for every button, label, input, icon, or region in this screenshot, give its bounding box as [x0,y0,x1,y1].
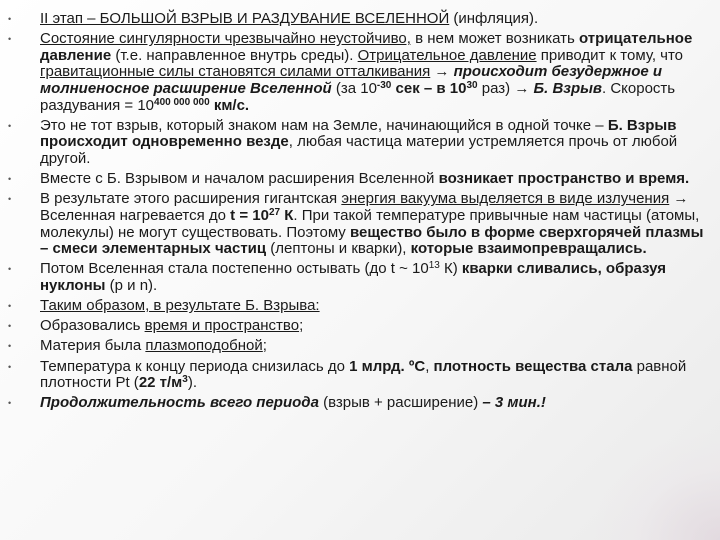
bullet-icon: • [8,174,12,185]
text-run: приводит к тому, что [536,46,684,64]
superscript: 3 [182,374,188,386]
text-run: К) [439,260,462,278]
text-run: → [430,63,454,81]
bullet-icon: • [8,120,12,131]
bullet-icon: • [8,398,12,409]
list-item [8,171,712,188]
bullet-icon: • [8,321,12,332]
text-run: . Скорость раздувания = 10 [40,79,676,114]
text-run: которые взаимопревращались. [410,240,647,258]
text-run: . При такой температуре привычные нам частицы (атомы, молекулы) не могут существовать. Поэтому [40,206,700,241]
text-run: (взрыв + расширение) [318,394,483,412]
superscript: 400 000 000 [154,96,210,108]
text-run: ). [187,374,198,392]
bullet-icon: • [8,264,12,275]
text-run: Это не тот взрыв, который знаком нам на Земле, начинающийся в одной точке – [40,116,608,134]
text-run: (лептоны и кварки), [266,240,411,258]
text-run: вещество было в форме сверхгорячей плазмы – смеси элементарных частиц [40,223,704,258]
corner-decoration [590,430,720,540]
text-run: Б. Взрыв [533,79,602,97]
text-run: возникает пространство и время. [438,170,690,188]
list-item [8,395,712,412]
superscript: 27 [268,206,281,218]
text-run: Материя была [40,337,146,355]
text-run: 22 т/м [138,374,183,392]
text-run: t = 10 [230,206,269,224]
text-run: (т.е. направленное внутрь среды). [111,46,358,64]
bullet-list [8,11,712,416]
text-run: (инфляция). [449,10,539,27]
text-run: Б. Взрыв происходит одновременно везде [40,116,677,151]
text-run: , любая частица материи устремляется прочь от любой другой. [40,133,678,167]
text-run: Таким образом, в результате Б. Взрыва: [40,297,320,315]
text-run: Потом Вселенная стала постепенно остывать (до t ~ 10 [40,260,429,278]
text-run: 1 млрд. ºС [349,357,426,375]
text-run: энергия вакуума выделяется в виде излучения [341,190,670,208]
text-run: ; [299,317,304,335]
text-run: отрицательное давление [40,30,693,64]
bullet-icon: • [8,361,12,372]
text-run: раз) → [477,79,534,97]
list-item [8,191,712,257]
text-run: гравитационные силы становятся силами отталкивания [40,63,431,81]
list-item [8,11,712,28]
text-run: Температура к концу периода снизилась до [40,357,350,375]
text-run: сек – в 10 [391,79,467,97]
text-run: в нем может возникать [410,30,580,48]
text-run: равной плотности Pt ( [40,357,687,392]
text-run: кварки сливались, образуя нуклоны [40,260,667,294]
text-run: плазмоподобной [145,337,263,355]
superscript: 30 [466,79,478,91]
bullet-icon: • [8,194,12,205]
text-run: К [280,206,294,224]
list-item [8,338,712,355]
list-item [8,318,712,335]
list-item [8,359,712,392]
text-run: ; [262,337,267,355]
list-item [8,118,712,168]
text-run: Состояние сингулярности чрезвычайно неустойчиво, [40,30,411,48]
stage-heading: II этап – БОЛЬШОЙ ВЗРЫВ И РАЗДУВАНИЕ ВСЕЛЕННОЙ [40,10,450,27]
superscript: -30 [376,79,392,91]
text-run: время и пространство [144,317,300,335]
text-run: – 3 мин.! [482,394,546,412]
text-run: Продолжительность всего периода [40,394,319,412]
list-item [8,31,712,114]
text-run: , [425,357,434,375]
text-run: (за 10 [331,79,377,97]
bullet-icon: • [8,301,12,312]
text-run: происходит безудержное и молниеносное расширение Вселенной [40,63,663,97]
bullet-icon: • [8,341,12,352]
bullet-icon: • [8,14,12,24]
superscript: 13 [428,260,440,272]
text-run: Вместе с Б. Взрывом и началом расширения Вселенной [40,170,439,188]
text-run: плотность вещества стала [433,357,633,375]
text-run: → Вселенная нагревается до [40,190,689,224]
text-run: В результате этого расширения гигантская [40,190,342,208]
list-item [8,298,712,315]
text-run: Образовались [40,317,145,335]
list-item [8,261,712,294]
text-run: (p и n). [105,276,158,294]
bullet-icon: • [8,34,12,45]
text-run: км/с. [209,96,250,114]
text-run: Отрицательное давление [357,46,537,64]
